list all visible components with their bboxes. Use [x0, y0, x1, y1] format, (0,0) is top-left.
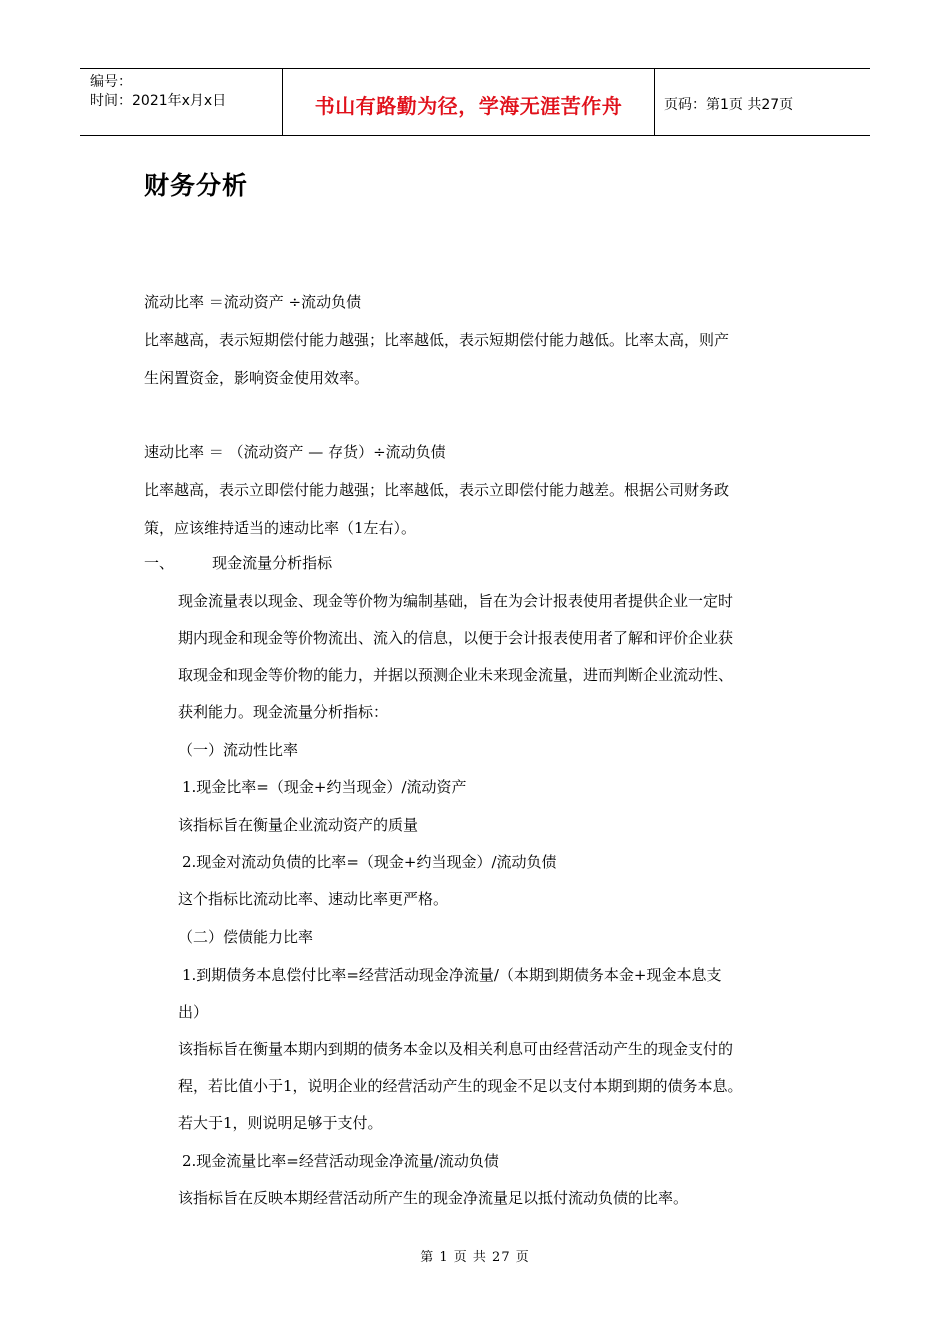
subsection-heading: （二）偿债能力比率	[178, 928, 314, 946]
text-line: 出）	[178, 1003, 209, 1021]
text-line: 1.现金比率=（现金+约当现金）/流动资产	[182, 778, 467, 796]
text-line: 2.现金流量比率=经营活动现金净流量/流动负债	[182, 1152, 499, 1170]
header-motto-cell	[282, 69, 655, 135]
text-line: 获利能力。现金流量分析指标：	[178, 703, 389, 721]
text-line: 该指标旨在反映本期经营活动所产生的现金净流量足以抵付流动负债的比率。	[178, 1189, 689, 1207]
page-footer: 第 1 页 共 27 页	[420, 1250, 530, 1265]
text-line: 流动比率 ＝流动资产 ÷流动负债	[144, 293, 362, 311]
header-page-cell	[655, 69, 870, 135]
text-line: 2.现金对流动负债的比率=（现金+约当现金）/流动负债	[182, 853, 557, 871]
text-line: 比率越高，表示短期偿付能力越强；比率越低，表示短期偿付能力越低。比率太高，则产	[144, 331, 730, 349]
number-label: 编号：	[90, 74, 132, 90]
text-line: 生闲置资金，影响资金使用效率。	[144, 369, 370, 387]
text-line: 取现金和现金等价物的能力，并据以预测企业未来现金流量，进而判断企业流动性、	[178, 666, 734, 684]
header-meta	[80, 69, 282, 135]
page-code: 页码：第1页 共27页	[664, 97, 794, 113]
motto: 书山有路勤为径，学海无涯苦作舟	[314, 93, 623, 118]
text-line: 该指标旨在衡量企业流动资产的质量	[178, 816, 419, 834]
text-line: 速动比率 ＝ （流动资产 — 存货）÷流动负债	[144, 443, 446, 461]
text-line: 1.到期债务本息偿付比率=经营活动现金净流量/（本期到期债务本金+现金本息支	[182, 966, 722, 984]
text-line: 该指标旨在衡量本期内到期的债务本金以及相关利息可由经营活动产生的现金支付的	[178, 1040, 734, 1058]
text-line: 这个指标比流动比率、速动比率更严格。	[178, 890, 449, 908]
text-line: 程，若比值小于1，说明企业的经营活动产生的现金不足以支付本期到期的债务本息。	[178, 1077, 743, 1095]
section-heading: 一、 现金流量分析指标	[144, 554, 333, 572]
text-line: 期内现金和现金等价物流出、流入的信息，以便于会计报表使用者了解和评价企业获	[178, 629, 734, 647]
page-title: 财务分析	[144, 171, 249, 200]
document-header	[80, 68, 870, 136]
text-line: 比率越高，表示立即偿付能力越强；比率越低，表示立即偿付能力越差。根据公司财务政	[144, 481, 730, 499]
text-line: 现金流量表以现金、现金等价物为编制基础，旨在为会计报表使用者提供企业一定时	[178, 592, 734, 610]
text-line: 若大于1，则说明足够于支付。	[178, 1114, 383, 1132]
text-line: 策，应该维持适当的速动比率（1左右）。	[144, 519, 417, 537]
subsection-heading: （一）流动性比率	[178, 741, 299, 759]
time-label: 时间：2021年x月x日	[90, 93, 227, 109]
